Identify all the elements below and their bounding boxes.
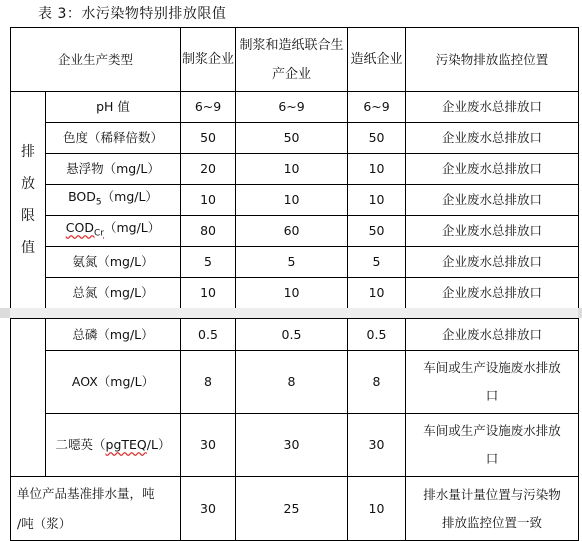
table-header-row	[11, 28, 579, 92]
value-integrated: 5	[236, 247, 348, 278]
table-row	[11, 278, 579, 309]
value-pulp: 30	[181, 414, 236, 477]
value-paper: 10	[348, 278, 406, 309]
monitoring-location: 企业废水总排放口	[406, 216, 579, 247]
value-integrated: 8	[236, 351, 348, 414]
value-paper: 50	[348, 216, 406, 247]
pollutant-name: 氨氮（mg/L）	[46, 247, 181, 278]
pollutant-name: $COD_{Cr}(mg/L)$	[46, 216, 181, 247]
value-integrated: 0.5	[236, 319, 348, 351]
table-row	[11, 414, 579, 477]
table-row	[11, 216, 579, 247]
pollutant-name: 悬浮物（mg/L）	[46, 154, 181, 185]
pollutant-name: 色度（稀释倍数）	[46, 123, 181, 154]
page-break-bar	[0, 308, 582, 318]
table-row	[11, 92, 579, 123]
table-row	[11, 319, 579, 351]
value-pulp: 80	[181, 216, 236, 247]
value-paper: 10	[348, 477, 406, 541]
pollutant-name: AOX（mg/L）	[46, 351, 181, 414]
value-paper: 10	[348, 185, 406, 216]
table-row	[11, 123, 579, 154]
emission-limits-table-top	[10, 27, 579, 309]
value-pulp: 30	[181, 477, 236, 541]
pollutant-name: 总磷（mg/L）	[46, 319, 181, 351]
monitoring-location: 企业废水总排放口	[406, 319, 579, 351]
pollutant-name: pH 值	[46, 92, 181, 123]
monitoring-location: 车间或生产设施废水排放 口	[406, 414, 579, 477]
value-paper: 30	[348, 414, 406, 477]
value-pulp: 5	[181, 247, 236, 278]
header-type: 企业生产类型	[11, 28, 181, 92]
value-integrated: 10	[236, 278, 348, 309]
table-title: 表 3：水污染物特别排放限值	[38, 6, 227, 22]
monitoring-location: 企业废水总排放口	[406, 185, 579, 216]
monitoring-location: 排水量计量位置与污染物 排放监控位置一致	[406, 477, 579, 541]
monitoring-location: 企业废水总排放口	[406, 154, 579, 185]
value-integrated: 50	[236, 123, 348, 154]
table-row	[11, 154, 579, 185]
side-label-emission-limits: 排 放 限 值	[11, 92, 46, 309]
value-paper: 6~9	[348, 92, 406, 123]
header-paper-enterprise: 造纸企业	[348, 28, 406, 92]
pollutant-name: 总氮（mg/L）	[46, 278, 181, 309]
pollutant-name: 二噁英（pgTEQ/L）	[46, 414, 181, 477]
table-row	[11, 247, 579, 278]
value-pulp: 10	[181, 185, 236, 216]
header-integrated-enterprise: 制浆和造纸联合生产企业	[236, 28, 348, 92]
value-pulp: 8	[181, 351, 236, 414]
value-pulp: 0.5	[181, 319, 236, 351]
value-integrated: 30	[236, 414, 348, 477]
header-pulp-enterprise: 制浆企业	[181, 28, 236, 92]
value-integrated: 6~9	[236, 92, 348, 123]
value-paper: 0.5	[348, 319, 406, 351]
value-pulp: 6~9	[181, 92, 236, 123]
side-label-continued	[11, 319, 46, 477]
value-pulp: 10	[181, 278, 236, 309]
table-row-drainage-volume	[11, 477, 579, 541]
value-integrated: 10	[236, 185, 348, 216]
table-row	[11, 185, 579, 216]
value-integrated: 25	[236, 477, 348, 541]
header-monitoring-location: 污染物排放监控位置	[406, 28, 579, 92]
monitoring-location: 企业废水总排放口	[406, 123, 579, 154]
monitoring-location: 企业废水总排放口	[406, 92, 579, 123]
value-paper: 5	[348, 247, 406, 278]
value-paper: 10	[348, 154, 406, 185]
value-pulp: 50	[181, 123, 236, 154]
monitoring-location: 企业废水总排放口	[406, 278, 579, 309]
value-pulp: 20	[181, 154, 236, 185]
monitoring-location: 车间或生产设施废水排放 口	[406, 351, 579, 414]
pollutant-name: $BOD_5(mg/L)$	[46, 185, 181, 216]
emission-limits-table-bottom	[10, 318, 579, 541]
value-paper: 50	[348, 123, 406, 154]
drainage-volume-label: 单位产品基准排水量，吨 /吨（浆）	[11, 477, 181, 541]
value-paper: 8	[348, 351, 406, 414]
monitoring-location: 企业废水总排放口	[406, 247, 579, 278]
value-integrated: 10	[236, 154, 348, 185]
value-integrated: 60	[236, 216, 348, 247]
table-row	[11, 351, 579, 414]
